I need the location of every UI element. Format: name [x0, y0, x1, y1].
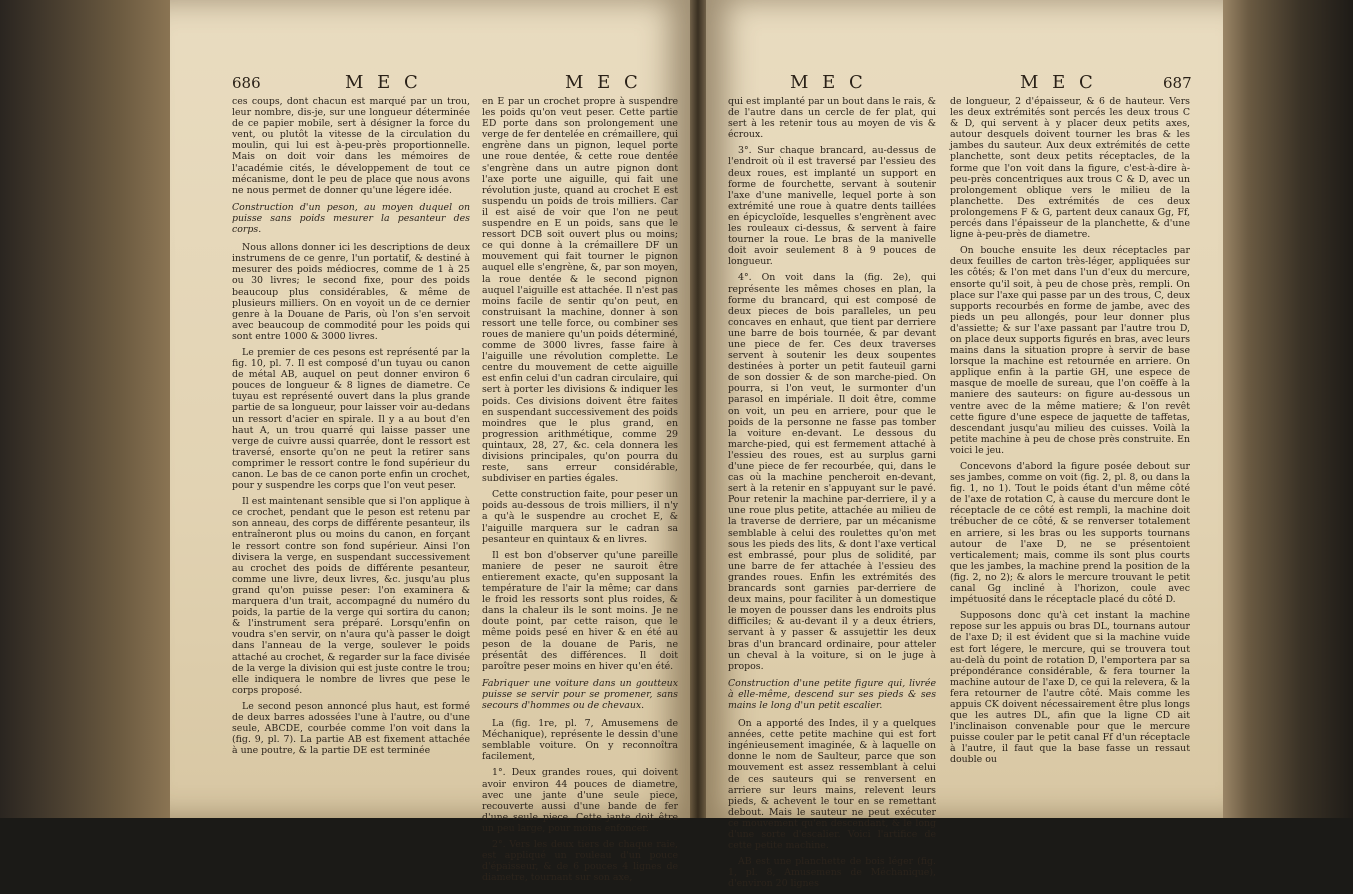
right-page: [698, 0, 1223, 890]
left-running-head-1: M E C: [345, 72, 422, 93]
col1-section-title: Construction d'un peson, au moyen duquel on puisse sans poids mesurer la pesanteur des corps.: [232, 201, 470, 236]
col4-para-4: Supposons donc qu'à cet instant la machine repose sur les appuis ou bras DL, tournans autour de l'axe D; il est évident que si la machine vuide est fort légere, le mercure, qui se trouvera tout au-delà du point de rotation D, l'emportera par sa prépondérance considérable, & fera tourner la machine autour de l'axe D, ce qui la relevera, & la fera retourner de l'autre côté. Mais comme les appuis CK doivent nécessairement être plus longs que les autres DL, afin que la ligne CD ait l'inclinaison convenable pour que le mercure puisse couler par le petit canal Ff d'un réceptacle à l'autre, il faut que la base fasse un ressaut double ou: [950, 610, 1190, 766]
col2-para-3: Il est bon d'observer qu'une pareille maniere de peser ne sauroit être entierement exacte, qu'en supposant la température de l'air la même; car dans le froid les ressorts sont plus roides, & dans la chaleur ils le sont moins. Je ne doute point, par cette raison, que le même poids pesé en hiver & en été au peson de la douane de Paris, ne présentât des différences. Il doit paroître peser moins en hiver qu'en été.: [482, 549, 678, 672]
right-running-head-2: M E C: [1020, 72, 1097, 93]
column-2: [482, 96, 678, 888]
col2-section-title: Fabriquer une voiture dans un goutteux puisse se servir pour se promener, sans secours d'hommes ou de chevaux.: [482, 677, 678, 711]
col4-para-2: On bouche ensuite les deux réceptacles par deux feuilles de carton très-léger, appliquées sur les côtés; & l'on met dans l'un d'eux du mercure, ensorte qu'il soit, à peu de chose près, rempli. On place sur l'axe qui passe par un des trous, C, deux supports recourbés en forme de jambe, avec des pieds un peu allongés, pour leur donner plus d'assiette; & sur l'axe passant par l'autre trou D, on place deux supports figurés en bras, avec leurs mains dans la situation propre à servir de base lorsque la machine est retournée en arriere. On applique enfin à la partie GH, une espece de masque de moelle de sureau, que l'on coëffe à la maniere des sauteurs: on figure au-dessous un ventre avec de la même matiere; & l'on revêt cette figure d'une espece de jaquette de taffetas, descendant jusqu'au milieu des cuisses. Voilà la petite machine à peu de chose près construite. En voici le jeu.: [950, 245, 1190, 456]
column-4: [950, 96, 1190, 771]
col3-para-1: qui est implanté par un bout dans le rais, & de l'autre dans un cercle de fer plat, qui sert à les retenir tous au moyen de vis & écroux.: [728, 96, 936, 141]
col2-para-2: Cette construction faite, pour peser un poids au-dessous de trois milliers, il n'y a qu'à le suspendre au crochet E, & l'aiguille marquera sur le cadran sa pesanteur en quintaux & en livres.: [482, 489, 678, 545]
col1-para-3: Nous allons donner ici les descriptions de deux instrumens de ce genre, l'un portatif, & destiné à mesurer des poids médiocres, comme de 1 à 25 ou 30 livres; le second fixe, pour des poids beaucoup plus considérables, & même de plusieurs milliers. On en voyoit un de ce dernier genre à la Douane de Paris, où l'on s'en servoit avec beaucoup de commodité pour les poids qui sont entre 1000 & 3000 livres.: [232, 242, 470, 342]
col2-para-6: 1°. Deux grandes roues, qui doivent avoir environ 44 pouces de diametre, avec une jante d'une seule piece, recouverte aussi d'une bande de fer d'une seule piece. Cette jante doit être un peu large, pour moins enfoncer.: [482, 767, 678, 834]
right-page-number: 687: [1163, 74, 1192, 92]
column-3: [728, 96, 936, 894]
book-gutter: [690, 0, 706, 818]
col1-para-4: Le premier de ces pesons est représenté par la fig. 10, pl. 7. Il est composé d'un tuyau ou canon de métal AB, auquel on peut donner environ 6 pouces de longueur & 8 lignes de diametre. Ce tuyau est représenté ouvert dans la plus grande partie de sa longueur, pour laisser voir au-dedans un ressort d'acier en spirale. Il y a au bout d'en haut A, un trou quarré qui laisse passer une verge de cuivre aussi quarrée, dont le ressort est traversé, ensorte qu'on ne peut la retirer sans comprimer le ressort contre le fond supérieur du canon. Le bas de ce canon porte enfin un crochet, pour y suspendre les corps que l'on veut peser.: [232, 346, 470, 492]
column-1: [232, 96, 470, 761]
col4-para-1: de longueur, 2 d'épaisseur, & 6 de hauteur. Vers les deux extrémités sont percés les deux trous C & D, qui servent à y placer deux petits axes, autour desquels doivent tourner les bras & les jambes du sauteur. Aux deux extrémités de cette planchette, sont deux petits réceptacles, de la forme que l'on voit dans la figure, c'est-à-dire à-peu-près concentriques aux trous C & D, avec un prolongement oblique vers le milieu de la planchette. Des extrémités de ces deux prolongemens F & G, partent deux canaux Gg, Ff, percés dans l'épaisseur de la planchette, & d'une ligne à-peu-près de diametre.: [950, 96, 1190, 241]
col2-para-7: 2°. Vers les deux tiers de chaque raie, est appliqué un rouleau d'un pouce d'épaisseur, & de 6 pouces 4 lignes de diametre, tournant sur son axe,: [482, 839, 678, 884]
col3-para-6: AB est une planchette de bois léger (fig. 1, pl. 8, Amusemens de Méchanique), d'environ 20 lignes: [728, 856, 936, 890]
col1-para-6: Le second peson annoncé plus haut, est formé de deux barres adossées l'une à l'autre, ou d'une seule, ABCDE, courbée comme l'on voit dans la (fig. 9, pl. 7). La partie AB est fixement attachée à une poutre, & la partie DE est terminée: [232, 700, 470, 757]
col2-para-5: La (fig. 1re, pl. 7, Amusemens de Méchanique), représente le dessin d'une semblable voiture. On y reconnoîtra facilement,: [482, 718, 678, 763]
left-running-head-2: M E C: [565, 72, 642, 93]
col3-section-title: Construction d'une petite figure qui, livrée à elle-même, descend sur ses pieds & ses mains le long d'un petit escalier.: [728, 677, 936, 711]
right-page-stack: [1223, 0, 1353, 818]
col4-para-3: Concevons d'abord la figure posée debout sur ses jambes, comme on voit (fig. 2, pl. 8, ou dans la fig. 1, no 1). Tout le poids étant d'un même côté de l'axe de rotation C, à cause du mercure dont le réceptacle de ce côté est rempli, la machine doit trébucher de ce côté, & se renverser totalement en arriere, si les bras ou les supports tournans autour de l'axe D, ne se présentoient verticalement; mais, comme ils sont plus courts que les jambes, la machine prend la position de la (fig. 2, no 2); & alors le mercure trouvant le petit canal Gg incliné à l'horizon, coule avec impétuosité dans le réceptacle placé du côté D.: [950, 461, 1190, 606]
col3-para-3: 4°. On voit dans la (fig. 2e), qui représente les mêmes choses en plan, la forme du brancard, qui est composé de deux pieces de bois paralleles, un peu concaves en enhaut, que tient par derriere une barre de bois tournée, & par devant une piece de fer. Ces deux traverses servent à soutenir les deux soupentes destinées à porter un petit fauteuil garni de son dossier & de son marche-pied. On pourra, si l'on veut, le surmonter d'un parasol en impériale. Il doit être, comme on voit, un peu en arriere, pour que le poids de la personne ne fasse pas tomber la voiture en-devant. Le dessous du marche-pied, qui est fermement attaché à l'essieu des roues, est au surplus garni d'une piece de fer recourbée, qui, dans le cas où la machine pencheroit en-devant, sert à la retenir en s'appuyant sur le pavé. Pour retenir la machine par-derriere, il y a une roue plus petite, attachée au milieu de la traverse de derriere, par un mécanisme semblable à celui des roulettes qu'on met sous les pieds des lits, & dont l'axe vertical est embrassé, pour plus de solidité, par une barre de fer attachée à l'essieu des grandes roues. Enfin les extrémités des brancards sont garnies par-derriere de deux mains, pour faciliter à un domestique le moyen de pousser dans les endroits plus difficiles; & au-devant il y a deux étriers, servant à y passer & assujettir les deux bras d'un brancard ordinaire, pour atteler un cheval à la voiture, si on le juge à propos.: [728, 272, 936, 672]
col2-para-1: en E par un crochet propre à suspendre les poids qu'on veut peser. Cette partie ED porte dans son prolongement une verge de fer dentelée en crémaillere, qui engrène dans un pignon, lequel porte une roue dentée, & cette roue dentée s'engrène dans un autre pignon dont l'axe porte une aiguille, qui fait une révolution juste, quand au crochet E est suspendu un poids de trois milliers. Car il est aisé de voir que l'on ne peut suspendre en E un poids, sans que le ressort DCB soit ouvert plus ou moins; ce qui donne à la crémaillere DF un mouvement qui fait tourner le pignon auquel elle s'engrène, &, par son moyen, la roue dentée & le second pignon auquel l'aiguille est attachée. Il n'est pas moins facile de sentir qu'on peut, en construisant la machine, donner à son ressort une telle force, ou combiner ses roues de maniere qu'un poids déterminé, comme de 3000 livres, fasse faire à l'aiguille une révolution complette. Le centre du mouvement de cette aiguille est enfin celui d'un cadran circulaire, qui sert à porter les divisions & indiquer les poids. Ces divisions doivent être faites en suspendant successivement des poids moindres que le plus grand, en progression arithmétique, comme 29 quintaux, 28, 27, &c. cela donnera les divisions principales, qu'on pourra du reste, sans erreur considérable, subdiviser en parties égales.: [482, 96, 679, 485]
col3-para-2: 3°. Sur chaque brancard, au-dessus de l'endroit où il est traversé par l'essieu des deux roues, est implanté un support en forme de fourchette, servant à soutenir l'axe d'une manivelle, lequel porte à son extrémité une roue à quatre dents taillées en épicycloïde, lesquelles s'engrènent avec les rouleaux ci-dessus, & servent à faire tourner la roue. Le bras de la manivelle doit avoir seulement 8 à 9 pouces de longueur.: [728, 145, 936, 268]
col1-para-5: Il est maintenant sensible que si l'on applique à ce crochet, pendant que le peson est retenu par son anneau, des corps de différente pesanteur, ils entraîneront plus ou moins du canon, en forçant le ressort contre son fond supérieur. Ainsi l'on divisera la verge, en suspendant successivement au crochet des poids de différente pesanteur, comme une livre, deux livres, &c. jusqu'au plus grand qu'on puisse peser: l'on examinera & marquera d'un trait, accompagné du numéro du poids, la partie de la verge qui sortira du canon; & l'instrument sera préparé. Lorsqu'enfin on voudra s'en servir, on n'aura qu'à passer le doigt dans l'anneau de la verge, soulever le poids attaché au crochet, & regarder sur la face divisée de la verge la division qui est juste contre le trou; elle indiquera le nombre de livres que pese le corps proposé.: [232, 496, 470, 696]
left-page: [170, 0, 698, 884]
left-page-stack: [0, 0, 170, 818]
col1-para-1: ces coups, dont chacun est marqué par un trou, leur nombre, dis-je, sur une longueur déterminée de ce papier mobile, sert à désigner la force du vent, ou plutôt la vitesse de la circulation du moulin, qui lui est à-peu-près proportionnelle. Mais on doit voir dans les mémoires de l'académie cités, le développement de tout ce mécanisme, dont le peu de place que nous avons ne nous permet de donner qu'une légere idée.: [232, 96, 470, 196]
right-running-head-1: M E C: [790, 72, 867, 93]
left-page-number: 686: [232, 74, 261, 92]
col3-para-5: On a apporté des Indes, il y a quelques années, cette petite machine qui est fort ingénieusement imaginée, & à laquelle on donne le nom de Saulteur, parce que son mouvement est assez ressemblant à celui de ces sauteurs qui se renversent en arriere sur leurs mains, relevent leurs pieds, & achevent le tour en se remettant debout. Mais le sauteur ne peut exécuter ce mouvement qu'en descendant, & le long d'une sorte d'escalier. Voici l'artifice de cette petite machine.: [728, 718, 936, 852]
